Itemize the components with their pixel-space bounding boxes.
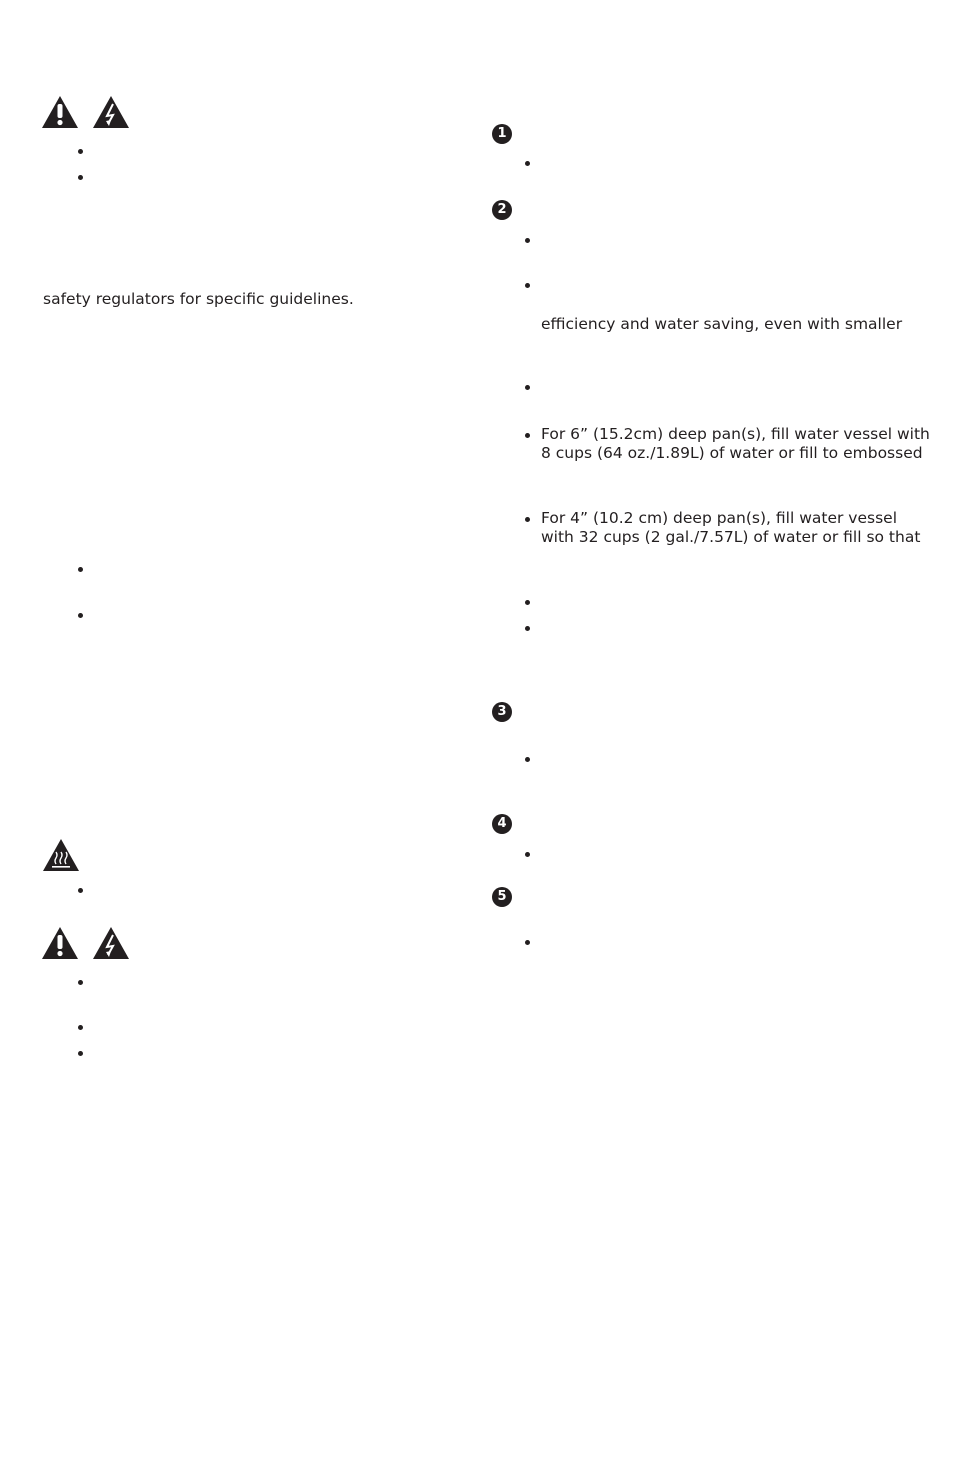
pan-4in-line-1: For 4” (10.2 cm) deep pan(s), fill water vessel (541, 509, 898, 527)
step-number-3: 3 (492, 702, 512, 722)
list-bullet (78, 980, 83, 985)
intro-text: safety regulators for specific guidelines. (43, 290, 354, 308)
list-bullet (525, 161, 530, 166)
list-bullet (78, 149, 83, 154)
list-bullet (78, 888, 83, 893)
list-bullet (78, 613, 83, 618)
list-bullet (78, 567, 83, 572)
list-bullet (525, 852, 530, 857)
pan-6in-line-2: 8 cups (64 oz./1.89L) of water or fill to embossed (541, 444, 923, 462)
list-bullet (78, 1051, 83, 1056)
list-bullet (525, 940, 530, 945)
warning-icon (41, 926, 79, 960)
step2-efficiency-text: efficiency and water saving, even with smaller (541, 315, 903, 333)
step-number-1: 1 (492, 124, 512, 144)
list-bullet (78, 175, 83, 180)
step-number-4: 4 (492, 814, 512, 834)
list-bullet (525, 238, 530, 243)
pan-4in-line-2: with 32 cups (2 gal./7.57L) of water or fill so that (541, 528, 921, 546)
list-bullet (525, 385, 530, 390)
pan-6in-line-1: For 6” (15.2cm) deep pan(s), fill water vessel with (541, 425, 930, 443)
list-bullet (78, 1025, 83, 1030)
step-number-5: 5 (492, 887, 512, 907)
list-bullet (525, 433, 530, 438)
list-bullet (525, 517, 530, 522)
list-bullet (525, 626, 530, 631)
list-bullet (525, 600, 530, 605)
list-bullet (525, 283, 530, 288)
hot-surface-icon (42, 838, 80, 872)
warning-icon (41, 95, 79, 129)
electric-shock-icon (92, 95, 130, 129)
list-bullet (525, 757, 530, 762)
electric-shock-icon (92, 926, 130, 960)
step-number-2: 2 (492, 200, 512, 220)
